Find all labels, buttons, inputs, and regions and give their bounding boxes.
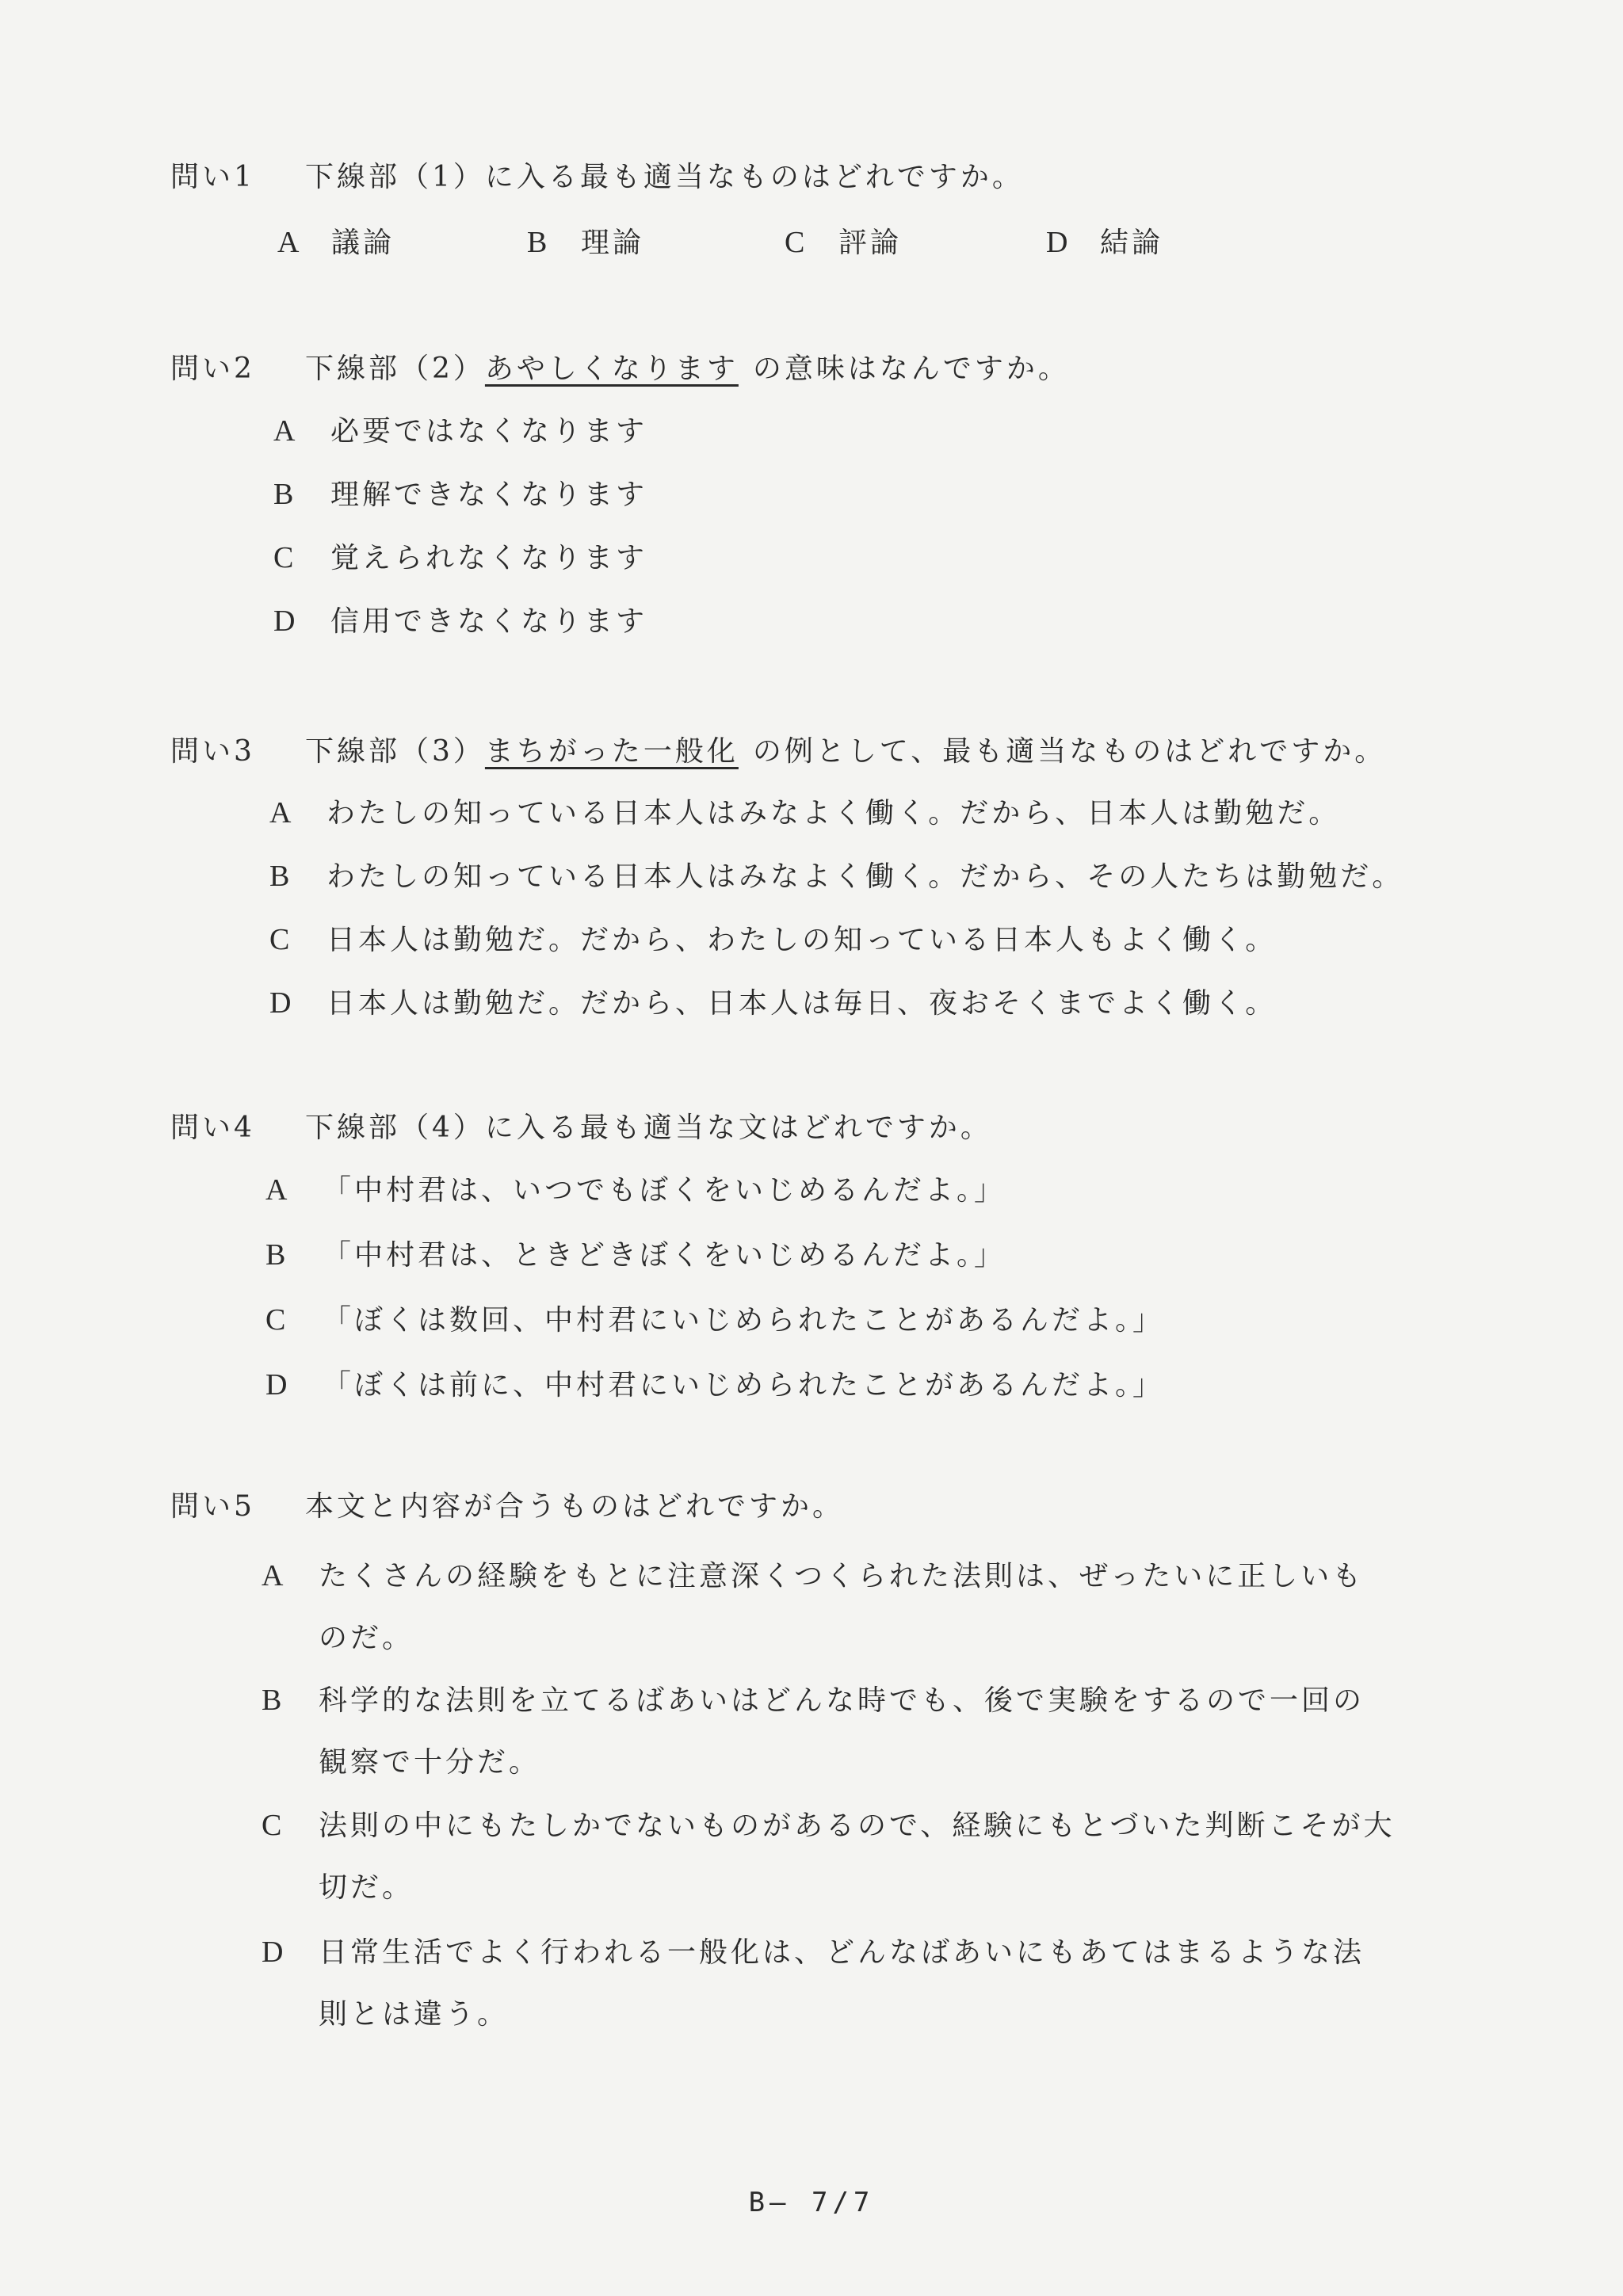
question-number: 問い5 — [170, 1490, 255, 1523]
question-3 — [170, 733, 1470, 771]
q3-option-c[interactable] — [269, 921, 1277, 959]
option-letter: B — [262, 1684, 285, 1717]
option-letter: A — [269, 796, 295, 830]
question-4 — [170, 1109, 1470, 1147]
q5-option-a[interactable] — [262, 1557, 1364, 1657]
option-text: 日本人は勤勉だ。だから、日本人は毎日、夜おそくまでよく働く。 — [327, 987, 1277, 1020]
option-letter: D — [269, 986, 295, 1020]
q4-option-d[interactable] — [265, 1366, 1164, 1405]
option-line — [262, 1933, 1365, 1972]
option-text: 覚えられなくなります — [330, 542, 648, 574]
question-number: 問い4 — [170, 1112, 255, 1144]
stem-text: 下線部（4）に入る最も適当な文はどれですか。 — [305, 1112, 992, 1144]
option-line — [262, 1806, 1396, 1845]
q4-option-a[interactable] — [265, 1171, 1006, 1210]
q2-option-b[interactable] — [273, 475, 647, 514]
option-letter: C — [269, 923, 293, 956]
option-text: 日本人は勤勉だ。だから、わたしの知っている日本人もよく働く。 — [327, 924, 1277, 956]
q5-option-c[interactable] — [262, 1806, 1396, 1907]
option-letter: C — [262, 1809, 285, 1842]
question-stem — [170, 158, 1470, 196]
option-text: 「中村君は、いつでもぼくをいじめるんだよ。」 — [323, 1174, 1006, 1207]
stem-underlined-text: まちがった一般化 — [484, 735, 739, 768]
option-letter: B — [269, 860, 293, 893]
question-2 — [170, 350, 1470, 388]
option-letter: D — [265, 1368, 291, 1402]
question-5 — [170, 1488, 1470, 1526]
option-text: 議論 — [331, 227, 395, 259]
option-letter: A — [273, 414, 299, 448]
option-text: 必要ではなくなります — [330, 415, 648, 448]
stem-underlined-text: あやしくなります — [484, 353, 739, 385]
q4-option-c[interactable] — [265, 1301, 1164, 1340]
q3-option-a[interactable] — [269, 794, 1340, 833]
option-letter: C — [265, 1303, 289, 1337]
option-letter: A — [277, 226, 303, 259]
option-text: わたしの知っている日本人はみなよく働く。だから、日本人は勤勉だ。 — [327, 797, 1341, 830]
option-letter: D — [273, 605, 299, 638]
option-text-continued: 則とは違う。 — [319, 1998, 510, 2031]
question-stem — [170, 1488, 1470, 1526]
q4-option-b[interactable] — [265, 1236, 1006, 1275]
q3-option-b[interactable] — [269, 857, 1403, 896]
option-text: わたしの知っている日本人はみなよく働く。だから、その人たちは勤勉だ。 — [327, 860, 1404, 893]
option-b[interactable] — [527, 220, 644, 261]
q2-option-c[interactable] — [273, 539, 647, 578]
option-text: 日常生活でよく行われる一般化は、どんなばあいにもあてはまるような法 — [319, 1936, 1365, 1969]
stem-text: 本文と内容が合うものはどれですか。 — [305, 1490, 845, 1523]
option-letter: B — [527, 226, 551, 259]
page-number: B— 7/7 — [748, 2187, 875, 2218]
option-letter: B — [273, 478, 297, 511]
q2-option-a[interactable] — [273, 412, 647, 451]
option-letter: C — [785, 226, 808, 259]
option-text-continued: 観察で十分だ。 — [319, 1746, 541, 1779]
question-number: 問い3 — [170, 735, 255, 768]
option-text: 科学的な法則を立てるばあいはどんな時でも、後で実験をするので一回の — [319, 1684, 1365, 1717]
question-1 — [170, 158, 1470, 259]
option-letter: A — [262, 1559, 287, 1592]
question-stem — [170, 733, 1470, 771]
option-a[interactable] — [277, 220, 395, 261]
option-d[interactable] — [1046, 220, 1163, 261]
stem-text: 下線部（1）に入る最も適当なものはどれですか。 — [305, 161, 1024, 193]
stem-text: 下線部（3） — [305, 735, 485, 768]
option-c[interactable] — [785, 220, 902, 261]
option-letter: D — [262, 1936, 287, 1969]
question-stem — [170, 1109, 1470, 1147]
option-text: 評論 — [838, 227, 903, 259]
question-stem — [170, 350, 1470, 388]
q3-option-d[interactable] — [269, 984, 1277, 1023]
question-number: 問い2 — [170, 353, 255, 385]
stem-text: の意味はなんですか。 — [752, 353, 1070, 385]
option-text-continued: のだ。 — [319, 1622, 414, 1654]
q2-option-d[interactable] — [273, 602, 647, 641]
option-text: 理論 — [581, 227, 645, 259]
option-text: たくさんの経験をもとに注意深くつくられた法則は、ぜったいに正しいも — [319, 1560, 1365, 1592]
stem-text: の例として、最も適当なものはどれですか。 — [752, 735, 1387, 768]
option-text: 「ぼくは前に、中村君にいじめられたことがあるんだよ。」 — [323, 1369, 1165, 1402]
option-text: 「中村君は、ときどきぼくをいじめるんだよ。」 — [323, 1239, 1006, 1272]
option-text: 結論 — [1100, 227, 1164, 259]
option-letter: B — [265, 1238, 289, 1272]
option-line — [262, 1557, 1364, 1596]
option-text: 「ぼくは数回、中村君にいじめられたことがあるんだよ。」 — [323, 1304, 1165, 1337]
option-letter: C — [273, 541, 297, 574]
question-number: 問い1 — [170, 161, 255, 193]
option-text: 理解できなくなります — [330, 479, 648, 511]
option-line — [262, 1681, 1365, 1720]
stem-text: 下線部（2） — [305, 353, 485, 385]
option-letter: D — [1046, 226, 1071, 259]
option-text: 信用できなくなります — [330, 605, 648, 638]
option-letter: A — [265, 1173, 291, 1207]
option-text: 法則の中にもたしかでないものがあるので、経験にもとづいた判断こそが大 — [319, 1810, 1396, 1842]
option-text-continued: 切だ。 — [319, 1871, 414, 1904]
options-row — [277, 220, 1391, 260]
q5-option-d[interactable] — [262, 1933, 1365, 2034]
q5-option-b[interactable] — [262, 1681, 1365, 1782]
